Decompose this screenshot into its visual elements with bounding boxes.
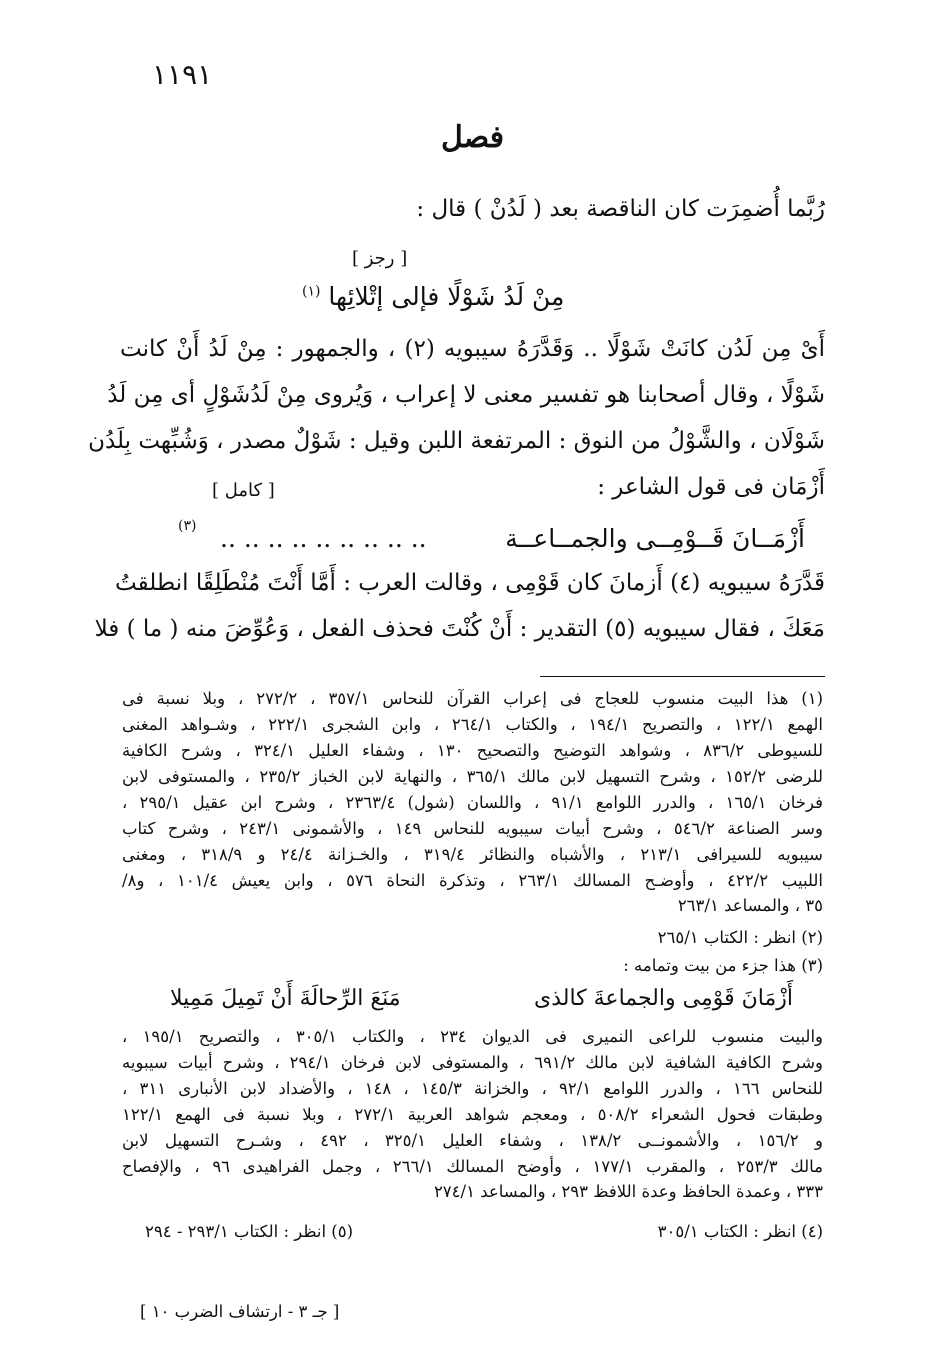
meter-label-kamil: [ كامل ] (212, 480, 275, 501)
verse-2-first-hemistich: أَزْمَــانَ قَــوْمِــى والجمــاعــة (505, 524, 805, 553)
footnote-3-line-3: للنحاس ١٦٦ ، والدرر اللوامع ٩٢/١ ، والخزانة ١٤٥/٣ ، ١٤٨ ، والأضداد لابن الأنبارى ٣١١ ، (122, 1079, 823, 1098)
verse-1-text: مِنْ لَدُ شَوْلًا فإلى إتْلائِها (328, 282, 565, 311)
body-line-6: مَعَكَ ، فقال سيبويه (٥) التقدير : أَنْ كُنْتَ فحذف الفعل ، وَعُوِّضَ منه ( ما ) فلا (94, 616, 825, 642)
footnote-1-line-8: اللبيب ٤٢٢/٢ ، وأوضـح المسالك ٢٦٣/١ ، وتذكرة النحاة ٥٧٦ ، وابن يعيش ١٠١/٤ ، و٨/ (122, 871, 823, 890)
footnote-1-line-7: سيبويه للسيرافى ٢١٣/١ ، والأشباه والنظائر ٣١٩/٤ ، والخـزانة ٢٤/٤ و ٣١٨/٩ ، ومغنى (122, 845, 823, 864)
footnote-ref-3: (٣) (178, 518, 197, 534)
section-title-text: فصل (440, 120, 505, 155)
verse-2-second-hemistich: .. .. .. .. .. .. .. .. .. (220, 524, 427, 553)
section-title (0, 120, 945, 155)
footnote-ref-1: (١) (302, 283, 321, 300)
footnote-3-line-6: مالك ٢٥٣/٣ ، والمقرب ١٧٧/١ ، وأوضح المسالك ٢٦٦/١ ، وجمل الفراهيدى ٩٦ ، والإفصاح (122, 1157, 823, 1176)
body-line-2: شَوْلًا ، وقال أصحابنا هو تفسير معنى لا إعراب ، وَيُروى مِنْ لَدُشَوْلٍ أى مِن لَدُ (107, 382, 825, 408)
footnote-3-verse-first: أَزْمَانَ قَوْمِى والجماعةَ كالذى (534, 986, 793, 1011)
footnote-3-line-4: وطبقات فحول الشعراء ٥٠٨/٢ ، ومعجم شواهد العربية ٢٧٢/١ ، وبلا نسبة فى الهمع ١٢٢/١ (122, 1105, 823, 1124)
intro-line: رُبَّما أُضمِرَت كان الناقصة بعد ( لَدُنْ ) قال : (416, 196, 825, 222)
footnote-1-line-5: فرخان ١٦٥/١ ، والدرر اللوامع ٩١/١ ، واللسان (شول) ٢٣٦٣/٤ ، وشرح ابن عقيل ٢٩٥/١ ، (122, 793, 823, 812)
body-line-3: شَوْلَان ، والشَّوْلُ من النوق : المرتفعة اللبن وقيل : شَوْلٌ مصدر ، وَشُبِّهت بِلَدُن (88, 428, 825, 454)
footnote-2: (٢) انظر : الكتاب ٢٦٥/١ (657, 928, 823, 947)
footnote-1-line-2: الهمع ١٢٢/١ ، والتصريح ١٩٤/١ ، والكتاب ٢٦٤/١ ، وابن الشجرى ٢٢٢/١ ، وشـواهد المغنى (122, 715, 824, 734)
footnote-1-line-3: للسيوطى ٨٣٦/٢ ، وشواهد التوضيح والتصحيح ١٣٠ ، وشفاء العليل ٣٢٤/١ ، وشرح الكافية (122, 741, 824, 760)
meter-label-rajaz: [ رجز ] (352, 248, 408, 269)
body-line-5: قَدَّرَهُ سيبويه (٤) أَزمانَ كان قَوْمِى ، وقالت العرب : أَمَّا أَنْتَ مُنْطَلِقًا انطلقتُ (115, 570, 825, 596)
verse-1 (302, 282, 564, 311)
footnote-3-line-5: و ١٥٦/٢ ، والأشمونــى ١٣٨/٢ ، وشفاء العليل ٣٢٥/١ ، ٤٩٢ ، وشـرح التسهيل لابن (122, 1131, 823, 1150)
footnote-3-verse-second: مَنَعَ الرِّحالَةَ أَنْ تَمِيلَ مَمِيلا (170, 986, 401, 1011)
footnote-3-line-1: والبيت منسوب للراعى النميرى فى الديوان ٢٣٤ ، والكتاب ٣٠٥/١ ، والتصريح ١٩٥/١ ، (122, 1027, 824, 1046)
footnote-1-line-9: ٣٥ ، والمساعد ٢٦٣/١ (677, 896, 823, 915)
footnote-4: (٤) انظر : الكتاب ٣٠٥/١ (657, 1222, 823, 1241)
footnote-3-verse (170, 986, 793, 1011)
body-line-4: أَزْمَان فى قول الشاعر : (597, 474, 825, 500)
footnote-1-line-6: وسر الصناعة ٥٤٦/٢ ، وشرح أبيات سيبويه للنحاس ١٤٩ ، والأشمونى ٢٤٣/١ ، وشرح كتاب (122, 819, 823, 838)
body-line-1: أَىْ مِن لَدُن كانَتْ شَوْلًا .. وَقَدَّرَهُ سيبويه (٢) ، والجمهور : مِنْ لَدُ أَنْ كانت (120, 336, 825, 362)
footnote-3: (٣) هذا جزء من بيت وتمامه : (623, 956, 823, 975)
page-number: ١١٩١ (152, 58, 213, 91)
footnote-1-line-4: للرضى ١٥٢/٢ ، وشرح التسهيل لابن مالك ٣٦٥/١ ، والنهاية لابن الخباز ٢٣٥/٢ ، والمستوفى لابن (122, 767, 824, 786)
footnote-3-line-2: وشرح الكافية الشافية لابن مالك ٦٩١/٢ ، والمستوفى لابن فرخان ٢٩٤/١ ، وشرح أبيات سيبويه (122, 1053, 824, 1072)
footnote-separator (540, 676, 825, 677)
footnote-3-line-7: ٣٣٣ ، وعمدة الحافظ وعدة اللافظ ٢٩٣ ، والمساعد ٢٧٤/١ (433, 1182, 823, 1201)
footnote-5: (٥) انظر : الكتاب ٢٩٣/١ - ٢٩٤ (145, 1222, 354, 1241)
signature-line: [ جـ ٣ - ارتشاف الضرب ١٠ ] (140, 1302, 340, 1321)
footnote-1-line-1: (١) هذا البيت منسوب للعجاج فى إعراب القرآن للنحاس ٣٥٧/١ ، ٢٧٢/٢ ، وبلا نسبة فى (122, 689, 823, 708)
